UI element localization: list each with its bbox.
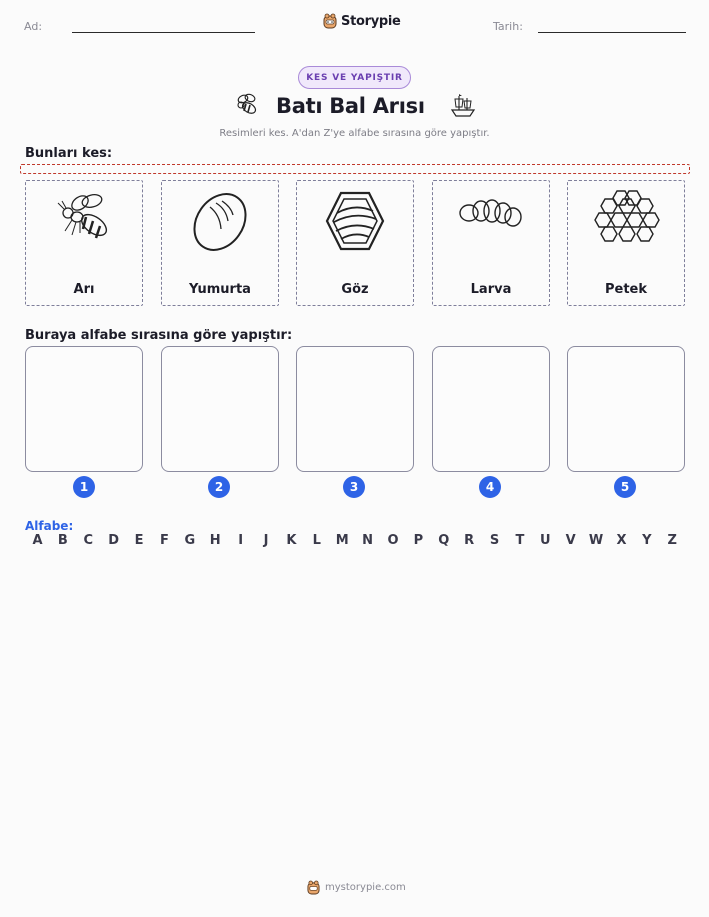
- cut-card-yumurta[interactable]: [161, 180, 279, 306]
- alphabet-letter: D: [108, 533, 120, 548]
- page-title: Batı Bal Arısı: [276, 94, 425, 118]
- date-line: [538, 32, 686, 33]
- brand-logo: [323, 13, 401, 29]
- alphabet-letter: J: [263, 533, 269, 548]
- cut-heading: Bunları kes:: [25, 146, 113, 161]
- alphabet-letter: Y: [642, 533, 652, 548]
- alphabet-letter: C: [83, 533, 94, 548]
- activity-badge: KES VE YAPIŞTIR: [298, 66, 411, 89]
- ship-icon: [449, 92, 477, 118]
- alphabet-letter: G: [184, 533, 196, 548]
- cut-label: Petek: [604, 282, 648, 297]
- cut-card-ari[interactable]: [25, 180, 143, 306]
- alphabet-letter: B: [57, 533, 68, 548]
- number-badge: 3: [343, 476, 365, 498]
- number-badge: 1: [73, 476, 95, 498]
- honeycomb-icon: [592, 189, 660, 255]
- paste-box-2[interactable]: [161, 346, 279, 472]
- cut-label: Yumurta: [189, 282, 251, 297]
- alphabet-row: [25, 533, 685, 548]
- date-label: Tarih:: [493, 20, 523, 33]
- alphabet-letter: L: [312, 533, 321, 548]
- mascot-icon: [323, 13, 337, 29]
- alphabet-letter: X: [616, 533, 627, 548]
- cut-label: Larva: [470, 282, 512, 297]
- alphabet-letter: M: [335, 533, 349, 548]
- paste-box-5[interactable]: [567, 346, 685, 472]
- alphabet-letter: K: [286, 533, 297, 548]
- cut-label: Göz: [341, 282, 369, 297]
- alphabet-letter: U: [540, 533, 551, 548]
- footer: [307, 880, 406, 895]
- footer-site: mystorypie.com: [325, 882, 406, 893]
- number-badge: 4: [479, 476, 501, 498]
- alphabet-letter: O: [387, 533, 399, 548]
- cut-card-petek[interactable]: [567, 180, 685, 306]
- paste-box-3[interactable]: [296, 346, 414, 472]
- alphabet-letter: A: [32, 533, 43, 548]
- paste-box-1[interactable]: [25, 346, 143, 472]
- alphabet-letter: I: [238, 533, 244, 548]
- alphabet-letter: W: [588, 533, 604, 548]
- hexagon-cell-icon: [321, 189, 389, 253]
- alphabet-letter: T: [515, 533, 525, 548]
- number-badge: 2: [208, 476, 230, 498]
- number-badge: 5: [614, 476, 636, 498]
- cut-card-larva[interactable]: [432, 180, 550, 306]
- paste-heading: Buraya alfabe sırasına göre yapıştır:: [25, 328, 293, 343]
- alphabet-letter: S: [489, 533, 500, 548]
- cut-line: [20, 164, 690, 174]
- alphabet-letter: N: [362, 533, 374, 548]
- paste-box-4[interactable]: [432, 346, 550, 472]
- alphabet-letter: P: [413, 533, 424, 548]
- name-label: Ad:: [24, 20, 43, 33]
- alphabet-letter: R: [464, 533, 475, 548]
- name-line: [72, 32, 255, 33]
- bee-icon: [234, 92, 260, 118]
- alphabet-letter: E: [134, 533, 144, 548]
- alphabet-letter: H: [209, 533, 221, 548]
- alphabet-label: Alfabe:: [25, 519, 74, 533]
- alphabet-letter: Q: [438, 533, 450, 548]
- alphabet-letter: V: [565, 533, 576, 548]
- instructions-text: Resimleri kes. A'dan Z'ye alfabe sırasına göre yapıştır.: [219, 128, 490, 139]
- cut-card-goz[interactable]: [296, 180, 414, 306]
- larva-icon: [457, 189, 527, 233]
- cut-label: Arı: [73, 282, 95, 297]
- bee-icon: [50, 189, 118, 249]
- alphabet-letter: F: [160, 533, 169, 548]
- egg-icon: [186, 189, 254, 253]
- brand-name: Storypie: [341, 13, 401, 29]
- mascot-icon: [307, 880, 320, 895]
- alphabet-letter: Z: [667, 533, 677, 548]
